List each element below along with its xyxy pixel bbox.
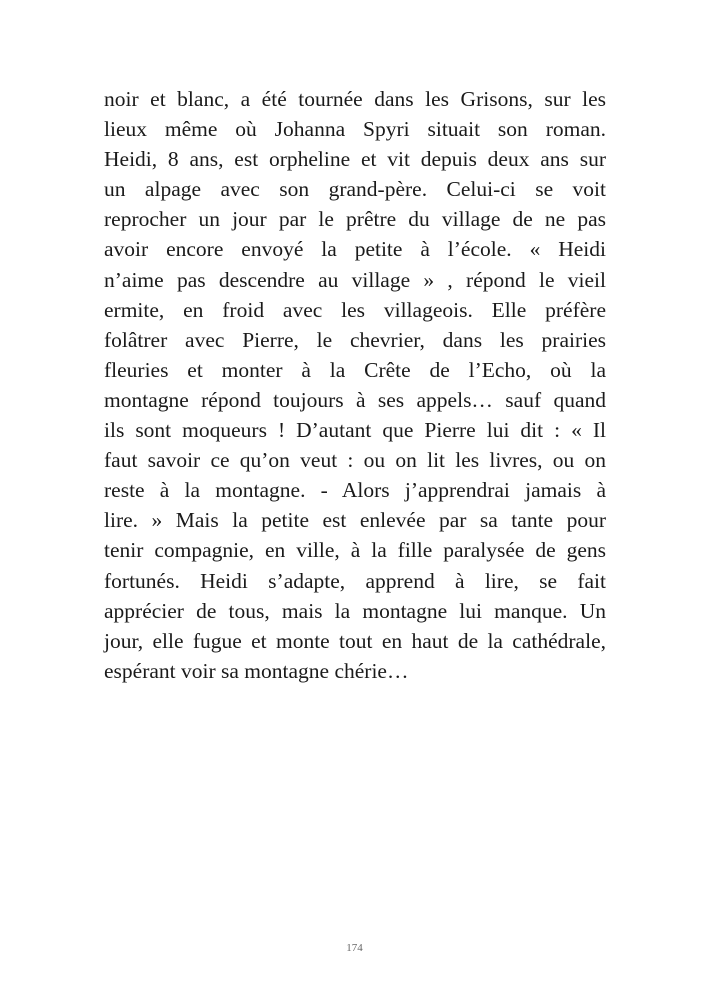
text-line: avoir encore envoyé la petite à l’école. « Heidi [104, 237, 606, 262]
text-line: lire. » Mais la petite est enlevée par sa tante pour [104, 508, 606, 533]
text-line: montagne répond toujours à ses appels… sauf quand [104, 387, 606, 412]
text-line: n’aime pas descendre au village » , répond le vieil [104, 267, 606, 292]
text-line: jour, elle fugue et monte tout en haut de la cathédrale, [104, 628, 606, 653]
text-line: faut savoir ce qu’on veut : ou on lit les livres, ou on [104, 448, 606, 473]
text-line: noir et blanc, a été tournée dans les Grisons, sur les [104, 87, 606, 111]
text-line: fleuries et monter à la Crête de l’Echo, où la [104, 357, 606, 382]
body-paragraph [104, 84, 606, 686]
text-line: un alpage avec son grand-père. Celui-ci se voit [104, 177, 606, 202]
text-line: fortunés. Heidi s’adapte, apprend à lire, se fait [104, 568, 606, 593]
text-line: ils sont moqueurs ! D’autant que Pierre lui dit : « Il [104, 418, 606, 443]
text-line: lieux même où Johanna Spyri situait son roman. [104, 117, 606, 142]
text-line: ermite, en froid avec les villageois. Elle préfère [104, 297, 606, 322]
text-line: reprocher un jour par le prêtre du village de ne pas [104, 207, 606, 232]
text-line: Heidi, 8 ans, est orpheline et vit depuis deux ans sur [104, 147, 606, 172]
text-line: reste à la montagne. - Alors j’apprendrai jamais à [104, 478, 606, 503]
text-line: espérant voir sa montagne chérie… [104, 658, 409, 683]
text-line: folâtrer avec Pierre, le chevrier, dans les prairies [104, 327, 606, 352]
page-number: 174 [346, 942, 363, 954]
text-line: tenir compagnie, en ville, à la fille paralysée de gens [104, 538, 606, 563]
text-line: apprécier de tous, mais la montagne lui manque. Un [104, 598, 606, 623]
